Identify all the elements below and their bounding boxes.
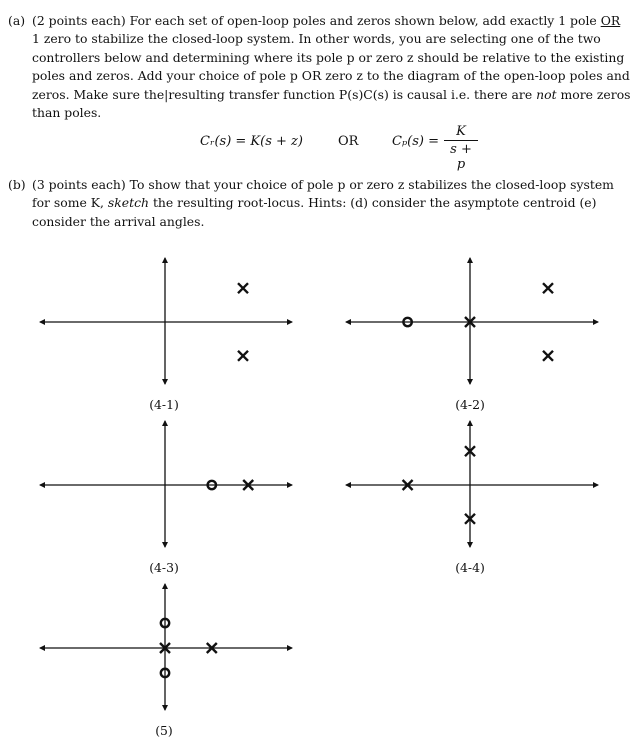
pole-marker [238, 283, 248, 293]
part-b-text-2: the resulting root-locus. Hints: (d) consider the asymptote centroid (e) consider the arrival angles. [32, 195, 597, 229]
pole-marker [238, 351, 248, 361]
pole-zero-diagram [346, 258, 598, 384]
part-a-text-1: (2 points each) For each set of open-loop poles and zeros shown below, add exactly 1 pole [32, 13, 601, 28]
diagram-caption: (4-3) [149, 560, 179, 575]
part-b-text-1: (3 points each) To show that your choice of pole p or zero z stabilizes the closed-loop system for some K, [32, 177, 614, 211]
diagram-caption: (4-2) [455, 397, 485, 412]
formula-cz: Cᵣ(s) = K(s + z) [200, 134, 303, 149]
pole-zero-diagram [40, 258, 292, 384]
formula-or: OR [338, 134, 359, 149]
pole-zero-diagram [346, 421, 598, 547]
formula-cp-denominator: s + p [450, 142, 472, 172]
part-a-text-4: more zeros than poles. [32, 86, 631, 121]
text-cursor: | [164, 86, 169, 102]
pole-zero-diagram [40, 421, 292, 547]
part-a-text-2: 1 zero to stabilize the closed-loop system. In other words, you are selecting one of the two controllers below and determining where its pole p or zero z should be relative to the existing poles and zeros. Add your choice of pole p OR zero z to the diagram of the open-loop poles and zeros. Make sure the [32, 31, 630, 102]
part-b-sketch-word: sketch [107, 195, 149, 211]
pole-marker [543, 283, 553, 293]
formula-cp-numerator: K [444, 124, 478, 141]
pole-zero-diagram [40, 584, 292, 710]
diagram-caption: (4-4) [455, 560, 485, 575]
diagram-caption: (4-1) [149, 397, 179, 412]
formula-cp-lhs: Cₚ(s) = [392, 134, 439, 149]
part-a-text-3: resulting transfer function P(s)C(s) is causal i.e. there are [168, 86, 537, 102]
part-a-label: (a) [8, 13, 26, 28]
part-a-or-underlined: OR [600, 13, 621, 28]
part-a-not-word: not [536, 86, 557, 102]
pole-marker [543, 351, 553, 361]
diagram-caption: (5) [155, 723, 173, 738]
part-b-label: (b) [8, 177, 26, 192]
